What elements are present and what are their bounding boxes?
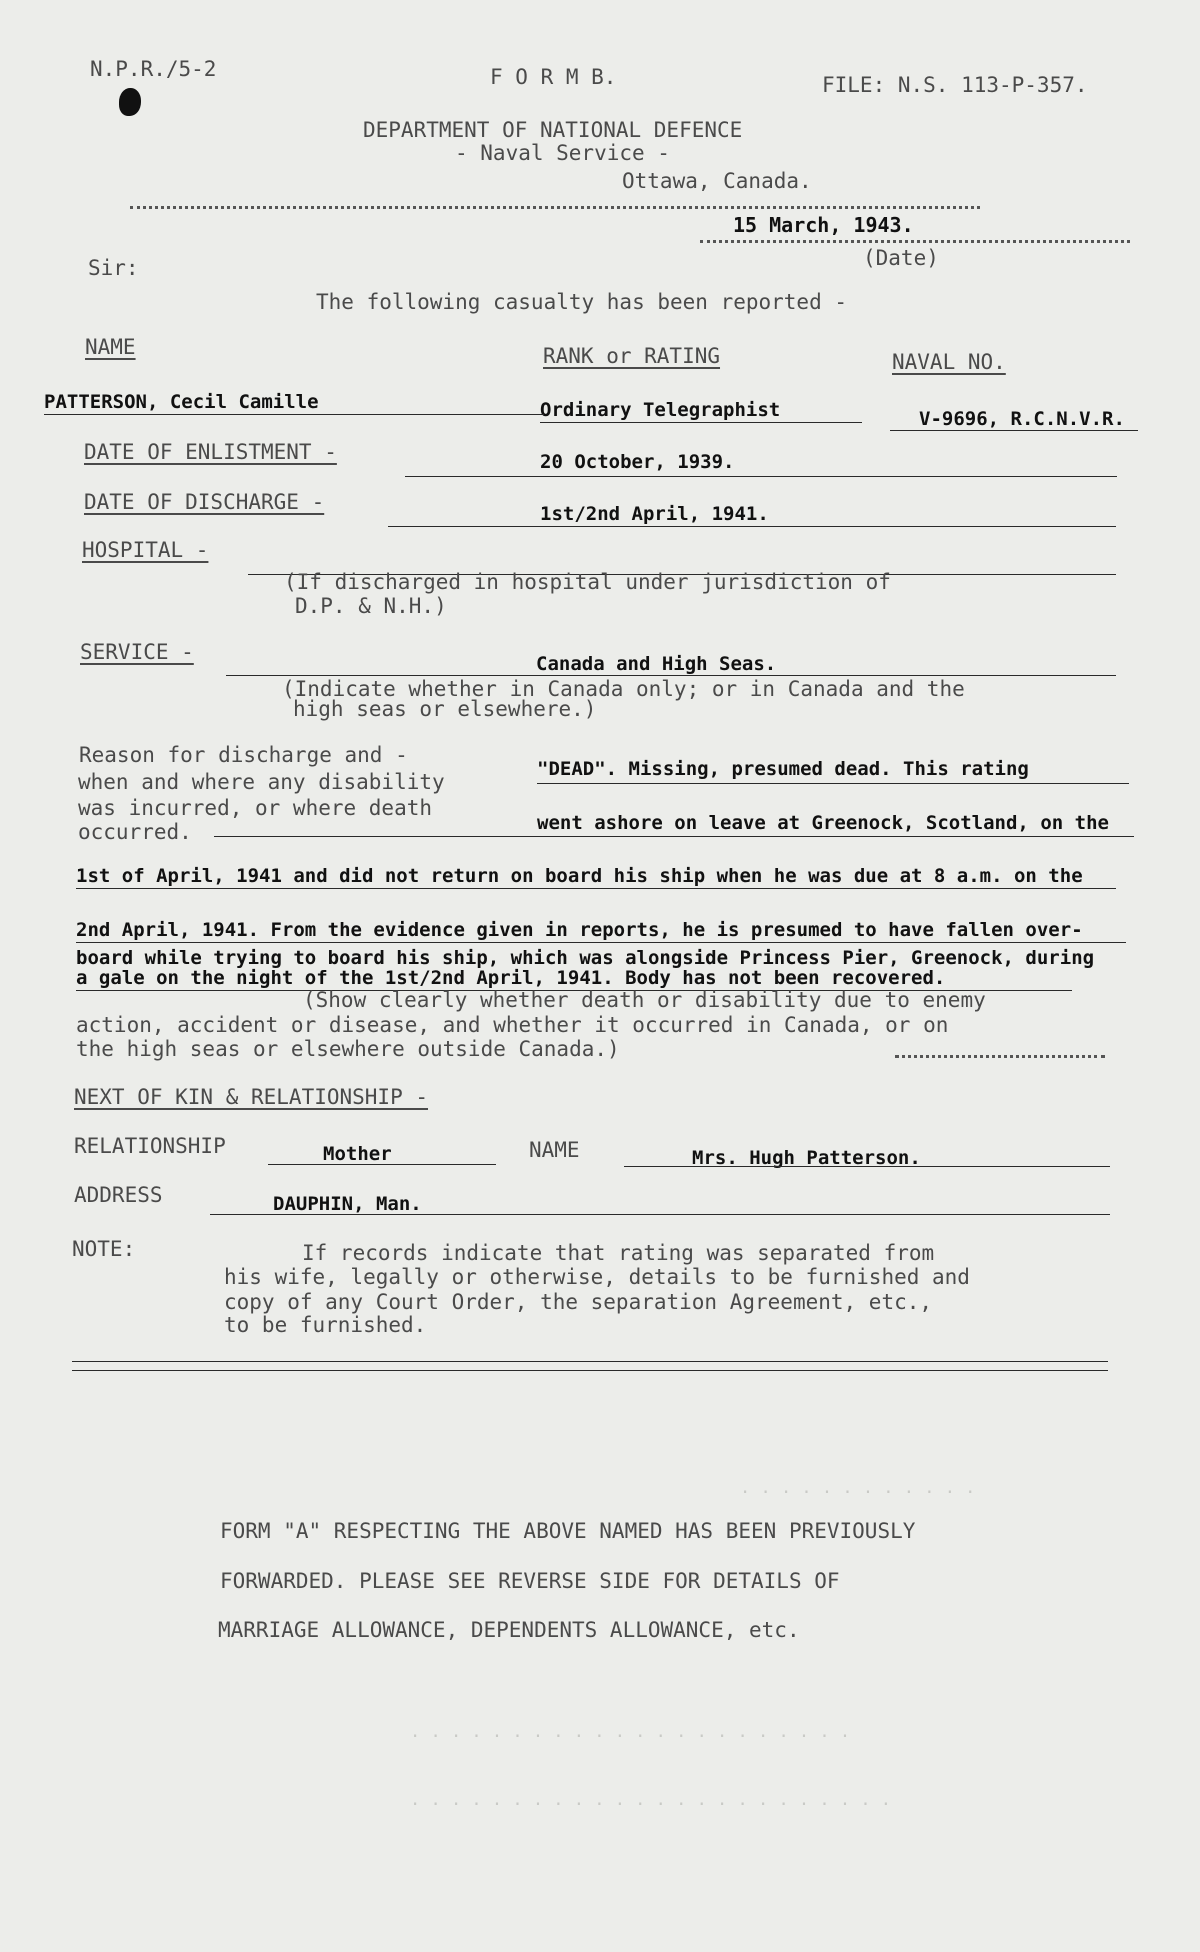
relationship-label: RELATIONSHIP	[74, 1134, 226, 1158]
service-note-line2: high seas or elsewhere.)	[293, 697, 597, 721]
bleed-through-1: . . . . . . . . . . . .	[740, 1478, 976, 1498]
reason-rule-2	[214, 836, 1134, 837]
reason-rule-1	[537, 783, 1129, 784]
date-dotted-rule	[700, 240, 1130, 243]
reason-label-line1: Reason for discharge and -	[79, 743, 408, 767]
reason-note-line2: action, accident or disease, and whether it occurred in Canada, or on	[76, 1013, 949, 1037]
note-line1: If records indicate that rating was separated from	[302, 1241, 935, 1265]
hospital-note-line1: (If discharged in hospital under jurisdiction of	[284, 570, 891, 594]
casualty-naval-no-rule	[890, 430, 1138, 431]
form-title: F O R M B.	[490, 65, 617, 89]
file-number: FILE: N.S. 113-P-357.	[822, 73, 1088, 97]
footer-line1: FORM "A" RESPECTING THE ABOVE NAMED HAS BEEN PREVIOUSLY	[220, 1519, 916, 1543]
rank-column-heading: RANK or RATING	[543, 344, 721, 368]
bleed-through-3: . . . . . . . . . . . . . . . . . . . . . . . .	[410, 1790, 892, 1810]
reason-note-line1: (Show clearly whether death or disability due to enemy	[303, 988, 986, 1012]
enlistment-label: DATE OF ENLISTMENT -	[84, 440, 337, 464]
reason-text-line3: 1st of April, 1941 and did not return on board his ship when he was due at 8 a.m. on the	[76, 865, 1083, 887]
footer-line3: MARRIAGE ALLOWANCE, DEPENDENTS ALLOWANCE, etc.	[218, 1618, 800, 1642]
note-line2: his wife, legally or otherwise, details to be furnished and	[224, 1265, 970, 1289]
department-line2: - Naval Service -	[455, 141, 670, 165]
reason-text-line6: a gale on the night of the 1st/2nd April, 1941. Body has not been recovered.	[76, 967, 946, 989]
address-value: DAUPHIN, Man.	[273, 1193, 422, 1215]
casualty-rank: Ordinary Telegraphist	[540, 399, 781, 421]
kin-name-rule	[624, 1166, 1110, 1167]
service-label: SERVICE -	[80, 640, 194, 664]
reason-rule-3	[76, 888, 1116, 889]
date-label: (Date)	[863, 246, 939, 270]
note-line4: to be furnished.	[224, 1313, 427, 1337]
casualty-name: PATTERSON, Cecil Camille	[44, 391, 319, 413]
closing-rule-1	[72, 1361, 1108, 1362]
reason-text-line5: board while trying to board his ship, which was alongside Princess Pier, Greenock, during	[76, 947, 1095, 969]
header-dotted-rule	[130, 206, 980, 209]
department-line3: Ottawa, Canada.	[622, 169, 812, 193]
reason-text-line2: went ashore on leave at Greenock, Scotland, on the	[537, 812, 1109, 834]
casualty-naval-no: V-9696, R.C.N.V.R.	[919, 408, 1125, 430]
ink-blot	[119, 88, 141, 116]
reason-label-line2: when and where any disability	[78, 770, 445, 794]
service-note-line1: (Indicate whether in Canada only; or in Canada and the	[282, 677, 965, 701]
reason-note-dots	[895, 1055, 1105, 1058]
service-value: Canada and High Seas.	[536, 653, 777, 675]
discharge-label: DATE OF DISCHARGE -	[84, 490, 325, 514]
discharge-value: 1st/2nd April, 1941.	[540, 503, 769, 525]
reason-text-line1: "DEAD". Missing, presumed dead. This rating	[537, 758, 1029, 780]
service-rule	[226, 675, 1116, 676]
intro-text: The following casualty has been reported -	[316, 290, 848, 314]
reason-rule-4	[76, 942, 1126, 943]
hospital-label: HOSPITAL -	[82, 538, 209, 562]
name-column-heading: NAME	[85, 335, 136, 359]
department-line1: DEPARTMENT OF NATIONAL DEFENCE	[363, 118, 743, 142]
salutation: Sir:	[88, 256, 139, 280]
naval-no-column-heading: NAVAL NO.	[892, 350, 1006, 374]
discharge-rule	[388, 526, 1116, 527]
address-label: ADDRESS	[74, 1183, 163, 1207]
kin-name-value: Mrs. Hugh Patterson.	[692, 1147, 921, 1169]
hospital-note-line2: D.P. & N.H.)	[295, 594, 447, 618]
casualty-rank-rule	[540, 422, 862, 423]
date-value: 15 March, 1943.	[733, 213, 914, 237]
next-of-kin-heading: NEXT OF KIN & RELATIONSHIP -	[74, 1085, 429, 1109]
bleed-through-2: . . . . . . . . . . . . . . . . . . . . . .	[410, 1722, 851, 1742]
reason-label-line3: was incurred, or where death	[78, 796, 433, 820]
relationship-rule	[268, 1164, 496, 1165]
enlistment-rule	[405, 476, 1117, 477]
footer-line2: FORWARDED. PLEASE SEE REVERSE SIDE FOR DETAILS OF	[220, 1569, 840, 1593]
reason-note-line3: the high seas or elsewhere outside Canada.)	[76, 1037, 620, 1061]
relationship-value: Mother	[323, 1143, 392, 1165]
form-reference: N.P.R./5-2	[90, 57, 217, 81]
note-label: NOTE:	[72, 1237, 136, 1261]
closing-rule-2	[72, 1370, 1108, 1371]
kin-name-label: NAME	[529, 1138, 580, 1162]
casualty-name-rule	[44, 414, 544, 415]
note-line3: copy of any Court Order, the separation Agreement, etc.,	[224, 1290, 933, 1314]
enlistment-value: 20 October, 1939.	[540, 451, 735, 473]
address-rule	[210, 1214, 1110, 1215]
reason-label-line4: occurred.	[78, 820, 192, 844]
reason-text-line4: 2nd April, 1941. From the evidence given in reports, he is presumed to have fallen over-	[76, 919, 1083, 941]
